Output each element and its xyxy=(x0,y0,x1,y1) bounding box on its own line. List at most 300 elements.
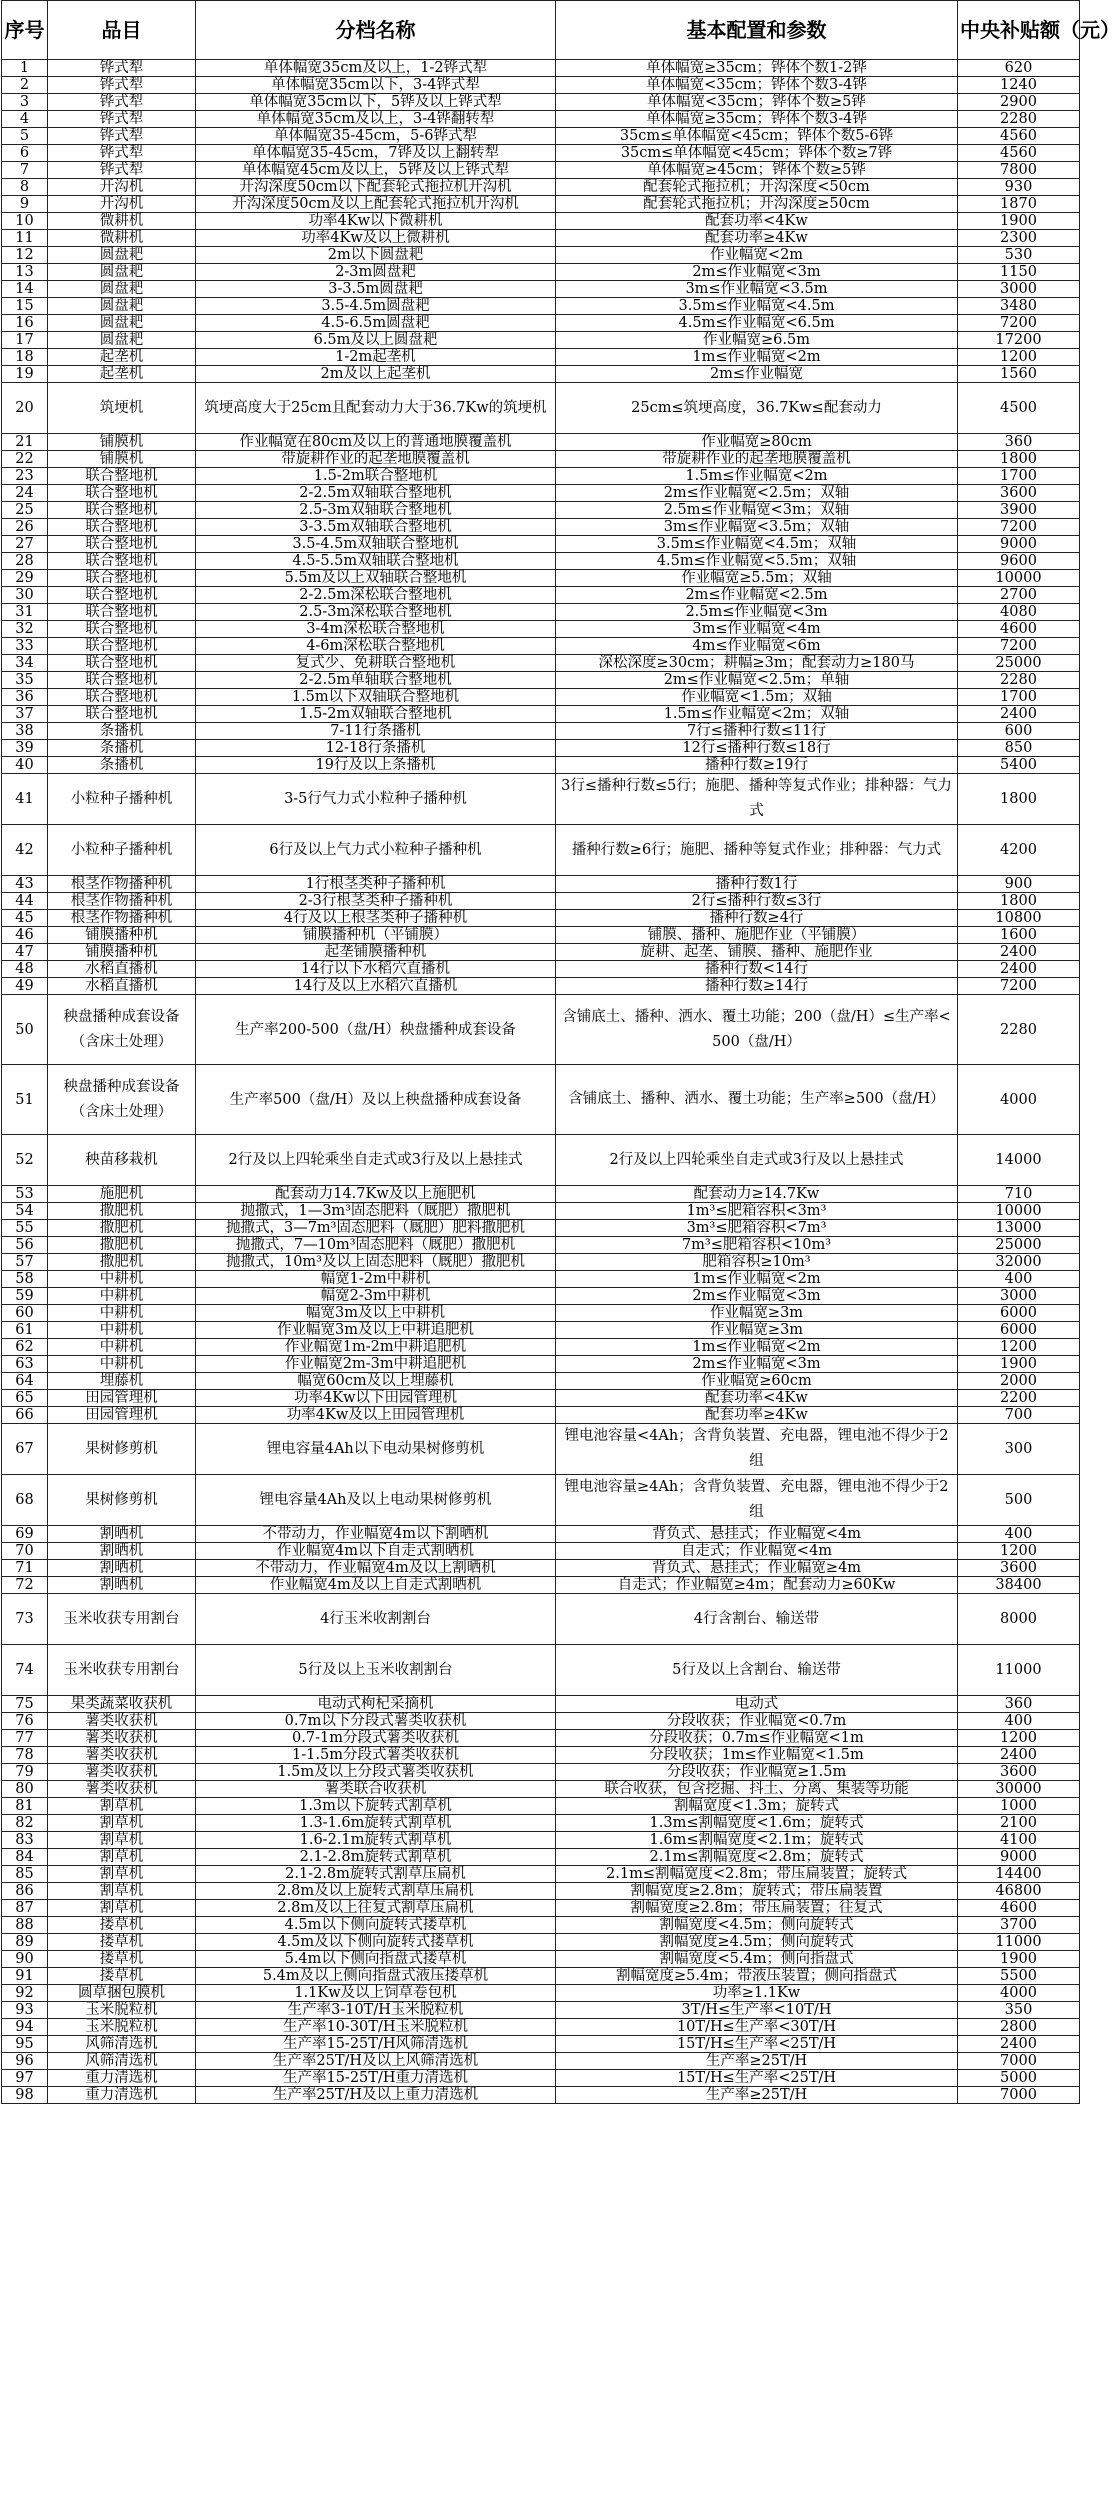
header-no: 序号 xyxy=(2,1,48,60)
row-item: 联合整地机 xyxy=(48,638,196,655)
row-item: 撒肥机 xyxy=(48,1254,196,1271)
row-spec: 作业幅宽≥3m xyxy=(556,1305,958,1322)
row-spec: 自走式；作业幅宽≥4m；配套动力≥60Kw xyxy=(556,1577,958,1594)
table-row xyxy=(2,128,1080,145)
row-no: 35 xyxy=(2,672,48,689)
row-spec: 作业幅宽≥80cm xyxy=(556,434,958,451)
row-subsidy: 7200 xyxy=(958,638,1080,655)
table-row xyxy=(2,2019,1080,2036)
table-row xyxy=(2,1065,1080,1135)
row-tier: 锂电容量4Ah及以上电动果树修剪机 xyxy=(196,1475,556,1526)
table-row xyxy=(2,723,1080,740)
row-item: 割草机 xyxy=(48,1866,196,1883)
row-no: 76 xyxy=(2,1713,48,1730)
row-spec: 2.5m≤作业幅宽<3m；双轴 xyxy=(556,502,958,519)
row-spec: 12行≤播种行数≤18行 xyxy=(556,740,958,757)
row-tier: 2.5-3m双轴联合整地机 xyxy=(196,502,556,519)
row-no: 94 xyxy=(2,2019,48,2036)
table-row xyxy=(2,502,1080,519)
row-subsidy: 530 xyxy=(958,247,1080,264)
row-item: 圆盘耙 xyxy=(48,264,196,281)
row-spec: 1.5m≤作业幅宽<2m；双轴 xyxy=(556,706,958,723)
row-subsidy: 5400 xyxy=(958,757,1080,774)
row-spec: 单体幅宽<35cm；铧体个数≥5铧 xyxy=(556,94,958,111)
row-spec: 1m≤作业幅宽<2m xyxy=(556,1339,958,1356)
row-spec: 3.5m≤作业幅宽<4.5m；双轴 xyxy=(556,536,958,553)
row-subsidy: 1870 xyxy=(958,196,1080,213)
row-tier: 3-3.5m圆盘耙 xyxy=(196,281,556,298)
row-subsidy: 38400 xyxy=(958,1577,1080,1594)
row-subsidy: 400 xyxy=(958,1271,1080,1288)
row-tier: 7-11行条播机 xyxy=(196,723,556,740)
row-subsidy: 400 xyxy=(958,1713,1080,1730)
table-row xyxy=(2,2036,1080,2053)
row-spec: 单体幅宽≥45cm；铧体个数≥5铧 xyxy=(556,162,958,179)
row-subsidy: 360 xyxy=(958,1696,1080,1713)
row-subsidy: 2400 xyxy=(958,2036,1080,2053)
row-no: 77 xyxy=(2,1730,48,1747)
row-item: 薯类收获机 xyxy=(48,1713,196,1730)
row-subsidy: 1800 xyxy=(958,893,1080,910)
table-row xyxy=(2,2053,1080,2070)
row-item: 圆盘耙 xyxy=(48,315,196,332)
table-row xyxy=(2,230,1080,247)
row-tier: 抛撒式，3—7m³固态肥料（厩肥）肥料撒肥机 xyxy=(196,1220,556,1237)
row-spec: 作业幅宽<1.5m；双轴 xyxy=(556,689,958,706)
row-subsidy: 600 xyxy=(958,723,1080,740)
table-row xyxy=(2,1560,1080,1577)
row-subsidy: 1700 xyxy=(958,468,1080,485)
row-no: 47 xyxy=(2,944,48,961)
row-item: 撒肥机 xyxy=(48,1203,196,1220)
row-item: 根茎作物播种机 xyxy=(48,893,196,910)
row-subsidy: 7200 xyxy=(958,315,1080,332)
row-tier: 功率4Kw以下田园管理机 xyxy=(196,1390,556,1407)
header-tier: 分档名称 xyxy=(196,1,556,60)
row-subsidy: 11000 xyxy=(958,1645,1080,1696)
row-spec: 5行及以上含割台、输送带 xyxy=(556,1645,958,1696)
row-tier: 生产率200-500（盘/H）秧盘播种成套设备 xyxy=(196,995,556,1065)
row-tier: 生产率10-30T/H玉米脱粒机 xyxy=(196,2019,556,2036)
row-subsidy: 4560 xyxy=(958,145,1080,162)
table-row xyxy=(2,298,1080,315)
row-subsidy: 850 xyxy=(958,740,1080,757)
row-spec: 肥箱容积≥10m³ xyxy=(556,1254,958,1271)
row-spec: 2m≤作业幅宽<3m xyxy=(556,264,958,281)
row-spec: 3m≤作业幅宽<3.5m xyxy=(556,281,958,298)
table-row xyxy=(2,1322,1080,1339)
row-tier: 生产率500（盘/H）及以上秧盘播种成套设备 xyxy=(196,1065,556,1135)
table-row xyxy=(2,774,1080,825)
row-no: 85 xyxy=(2,1866,48,1883)
row-item: 联合整地机 xyxy=(48,621,196,638)
row-spec: 3.5m≤作业幅宽<4.5m xyxy=(556,298,958,315)
row-no: 31 xyxy=(2,604,48,621)
row-spec: 作业幅宽≥3m xyxy=(556,1322,958,1339)
row-spec: 2.5m≤作业幅宽<3m xyxy=(556,604,958,621)
row-tier: 单体幅宽35cm及以上，3-4铧翻转犁 xyxy=(196,111,556,128)
table-row xyxy=(2,1917,1080,1934)
row-tier: 1-2m起垄机 xyxy=(196,349,556,366)
table-row xyxy=(2,1135,1080,1186)
row-no: 20 xyxy=(2,383,48,434)
row-spec: 电动式 xyxy=(556,1696,958,1713)
header-spec: 基本配置和参数 xyxy=(556,1,958,60)
row-subsidy: 17200 xyxy=(958,332,1080,349)
table-row xyxy=(2,213,1080,230)
row-subsidy: 360 xyxy=(958,434,1080,451)
row-tier: 2-2.5m双轴联合整地机 xyxy=(196,485,556,502)
row-no: 16 xyxy=(2,315,48,332)
row-spec: 分段收获；1m≤作业幅宽<1.5m xyxy=(556,1747,958,1764)
row-tier: 3.5-4.5m双轴联合整地机 xyxy=(196,536,556,553)
row-subsidy: 46800 xyxy=(958,1883,1080,1900)
row-tier: 功率4Kw以下微耕机 xyxy=(196,213,556,230)
row-no: 10 xyxy=(2,213,48,230)
row-tier: 4行及以上根茎类种子播种机 xyxy=(196,910,556,927)
row-spec: 35cm≤单体幅宽<45cm；铧体个数5-6铧 xyxy=(556,128,958,145)
row-no: 84 xyxy=(2,1849,48,1866)
row-no: 66 xyxy=(2,1407,48,1424)
table-row xyxy=(2,434,1080,451)
table-row xyxy=(2,1645,1080,1696)
row-spec: 割幅宽度≥2.8m；带压扁装置；往复式 xyxy=(556,1900,958,1917)
row-item: 重力清选机 xyxy=(48,2087,196,2104)
row-tier: 单体幅宽35cm以下，5铧及以上铧式犁 xyxy=(196,94,556,111)
row-item: 联合整地机 xyxy=(48,485,196,502)
table-row xyxy=(2,1424,1080,1475)
row-spec: 联合收获，包含挖掘、抖土、分离、集装等功能 xyxy=(556,1781,958,1798)
row-tier: 4.5-6.5m圆盘耙 xyxy=(196,315,556,332)
row-no: 65 xyxy=(2,1390,48,1407)
row-tier: 抛撒式，10m³及以上固态肥料（厩肥）撒肥机 xyxy=(196,1254,556,1271)
table-row xyxy=(2,332,1080,349)
table-row xyxy=(2,1220,1080,1237)
row-spec: 1m≤作业幅宽<2m xyxy=(556,1271,958,1288)
row-no: 6 xyxy=(2,145,48,162)
row-subsidy: 10000 xyxy=(958,570,1080,587)
row-tier: 单体幅宽45cm及以上，5铧及以上铧式犁 xyxy=(196,162,556,179)
row-spec: 2行及以上四轮乘坐自走式或3行及以上悬挂式 xyxy=(556,1135,958,1186)
row-subsidy: 10000 xyxy=(958,1203,1080,1220)
table-row xyxy=(2,1186,1080,1203)
row-tier: 2-3行根茎类种子播种机 xyxy=(196,893,556,910)
table-row xyxy=(2,1203,1080,1220)
table-row xyxy=(2,1934,1080,1951)
row-tier: 1.5m及以上分段式薯类收获机 xyxy=(196,1764,556,1781)
row-subsidy: 500 xyxy=(958,1475,1080,1526)
row-spec: 配套功率<4Kw xyxy=(556,1390,958,1407)
row-spec: 旋耕、起垄、铺膜、播种、施肥作业 xyxy=(556,944,958,961)
row-subsidy: 1200 xyxy=(958,1543,1080,1560)
row-spec: 15T/H≤生产率<25T/H xyxy=(556,2036,958,2053)
row-item: 圆盘耙 xyxy=(48,298,196,315)
row-spec: 4行含割台、输送带 xyxy=(556,1594,958,1645)
row-no: 87 xyxy=(2,1900,48,1917)
row-tier: 1.5-2m双轴联合整地机 xyxy=(196,706,556,723)
row-subsidy: 1900 xyxy=(958,1356,1080,1373)
row-spec: 配套动力≥14.7Kw xyxy=(556,1186,958,1203)
row-tier: 4.5m以下侧向旋转式搂草机 xyxy=(196,1917,556,1934)
row-subsidy: 5000 xyxy=(958,2070,1080,2087)
row-no: 29 xyxy=(2,570,48,587)
table-row xyxy=(2,1594,1080,1645)
table-row xyxy=(2,1951,1080,1968)
row-spec: 配套轮式拖拉机；开沟深度<50cm xyxy=(556,179,958,196)
row-spec: 割幅宽度<5.4m；侧向指盘式 xyxy=(556,1951,958,1968)
row-spec: 配套轮式拖拉机；开沟深度≥50cm xyxy=(556,196,958,213)
row-spec: 1.6m≤割幅宽度<2.1m；旋转式 xyxy=(556,1832,958,1849)
table-row xyxy=(2,893,1080,910)
row-tier: 薯类联合收获机 xyxy=(196,1781,556,1798)
row-item: 联合整地机 xyxy=(48,468,196,485)
row-no: 72 xyxy=(2,1577,48,1594)
table-row xyxy=(2,672,1080,689)
row-item: 中耕机 xyxy=(48,1339,196,1356)
row-item: 起垄机 xyxy=(48,366,196,383)
table-row xyxy=(2,689,1080,706)
row-item: 铧式犁 xyxy=(48,77,196,94)
row-no: 58 xyxy=(2,1271,48,1288)
row-no: 23 xyxy=(2,468,48,485)
row-spec: 背负式、悬挂式；作业幅宽<4m xyxy=(556,1526,958,1543)
row-no: 33 xyxy=(2,638,48,655)
table-row xyxy=(2,1985,1080,2002)
row-item: 中耕机 xyxy=(48,1288,196,1305)
row-subsidy: 7800 xyxy=(958,162,1080,179)
row-item: 搂草机 xyxy=(48,1934,196,1951)
row-subsidy: 14000 xyxy=(958,1135,1080,1186)
row-tier: 3-3.5m双轴联合整地机 xyxy=(196,519,556,536)
table-row xyxy=(2,825,1080,876)
row-tier: 带旋耕作业的起垄地膜覆盖机 xyxy=(196,451,556,468)
row-item: 联合整地机 xyxy=(48,553,196,570)
row-spec: 作业幅宽<2m xyxy=(556,247,958,264)
table-row xyxy=(2,1832,1080,1849)
row-spec: 含铺底土、播种、洒水、覆土功能；200（盘/H）≤生产率<500（盘/H） xyxy=(556,995,958,1065)
row-spec: 35cm≤单体幅宽<45cm；铧体个数≥7铧 xyxy=(556,145,958,162)
row-item: 玉米脱粒机 xyxy=(48,2019,196,2036)
row-subsidy: 6000 xyxy=(958,1322,1080,1339)
row-item: 田园管理机 xyxy=(48,1390,196,1407)
row-no: 13 xyxy=(2,264,48,281)
row-item: 割草机 xyxy=(48,1883,196,1900)
row-item: 割草机 xyxy=(48,1815,196,1832)
row-spec: 2m≤作业幅宽<2.5m xyxy=(556,587,958,604)
row-no: 67 xyxy=(2,1424,48,1475)
row-subsidy: 3600 xyxy=(958,485,1080,502)
table-row xyxy=(2,1968,1080,1985)
row-item: 联合整地机 xyxy=(48,536,196,553)
row-spec: 播种行数≥14行 xyxy=(556,978,958,995)
table-row xyxy=(2,1696,1080,1713)
row-item: 联合整地机 xyxy=(48,672,196,689)
row-no: 27 xyxy=(2,536,48,553)
row-no: 89 xyxy=(2,1934,48,1951)
row-tier: 2-3m圆盘耙 xyxy=(196,264,556,281)
table-body xyxy=(2,60,1080,2104)
row-item: 果树修剪机 xyxy=(48,1424,196,1475)
table-row xyxy=(2,740,1080,757)
row-subsidy: 2280 xyxy=(958,111,1080,128)
row-subsidy: 2200 xyxy=(958,1390,1080,1407)
row-subsidy: 710 xyxy=(958,1186,1080,1203)
row-no: 5 xyxy=(2,128,48,145)
row-tier: 1.3m以下旋转式割草机 xyxy=(196,1798,556,1815)
row-spec: 背负式、悬挂式；作业幅宽≥4m xyxy=(556,1560,958,1577)
row-subsidy: 930 xyxy=(958,179,1080,196)
row-no: 36 xyxy=(2,689,48,706)
row-no: 59 xyxy=(2,1288,48,1305)
row-spec: 2m≤作业幅宽<2.5m；双轴 xyxy=(556,485,958,502)
table-row xyxy=(2,995,1080,1065)
row-item: 铧式犁 xyxy=(48,162,196,179)
row-no: 80 xyxy=(2,1781,48,1798)
row-no: 95 xyxy=(2,2036,48,2053)
row-subsidy: 350 xyxy=(958,2002,1080,2019)
row-no: 75 xyxy=(2,1696,48,1713)
row-item: 中耕机 xyxy=(48,1271,196,1288)
row-tier: 14行及以上水稻穴直播机 xyxy=(196,978,556,995)
row-no: 62 xyxy=(2,1339,48,1356)
row-no: 52 xyxy=(2,1135,48,1186)
row-item: 圆草捆包膜机 xyxy=(48,1985,196,2002)
row-tier: 2行及以上四轮乘坐自走式或3行及以上悬挂式 xyxy=(196,1135,556,1186)
row-no: 21 xyxy=(2,434,48,451)
table-row xyxy=(2,1543,1080,1560)
row-tier: 5.4m及以上侧向指盘式液压搂草机 xyxy=(196,1968,556,1985)
table-row xyxy=(2,162,1080,179)
row-tier: 开沟深度50cm以下配套轮式拖拉机开沟机 xyxy=(196,179,556,196)
row-spec: 2行≤播种行数≤3行 xyxy=(556,893,958,910)
row-no: 11 xyxy=(2,230,48,247)
row-tier: 6.5m及以上圆盘耙 xyxy=(196,332,556,349)
table-row xyxy=(2,1305,1080,1322)
row-no: 57 xyxy=(2,1254,48,1271)
row-tier: 配套动力14.7Kw及以上施肥机 xyxy=(196,1186,556,1203)
row-subsidy: 10800 xyxy=(958,910,1080,927)
row-item: 根茎作物播种机 xyxy=(48,876,196,893)
row-subsidy: 2900 xyxy=(958,94,1080,111)
row-subsidy: 6000 xyxy=(958,1305,1080,1322)
row-subsidy: 3900 xyxy=(958,502,1080,519)
row-spec: 配套功率<4Kw xyxy=(556,213,958,230)
table-row xyxy=(2,1390,1080,1407)
row-item: 开沟机 xyxy=(48,179,196,196)
row-item: 圆盘耙 xyxy=(48,247,196,264)
row-tier: 作业幅宽4m以下自走式割晒机 xyxy=(196,1543,556,1560)
row-item: 开沟机 xyxy=(48,196,196,213)
row-item: 小粒种子播种机 xyxy=(48,825,196,876)
table-row xyxy=(2,1271,1080,1288)
row-item: 圆盘耙 xyxy=(48,281,196,298)
row-spec: 作业幅宽≥60cm xyxy=(556,1373,958,1390)
table-row xyxy=(2,2002,1080,2019)
row-no: 63 xyxy=(2,1356,48,1373)
row-item: 撒肥机 xyxy=(48,1220,196,1237)
row-tier: 4.5-5.5m双轴联合整地机 xyxy=(196,553,556,570)
row-item: 搂草机 xyxy=(48,1917,196,1934)
table-row xyxy=(2,281,1080,298)
table-row xyxy=(2,349,1080,366)
row-subsidy: 1700 xyxy=(958,689,1080,706)
row-spec: 含铺底土、播种、洒水、覆土功能；生产率≥500（盘/H） xyxy=(556,1065,958,1135)
row-tier: 功率4Kw及以上微耕机 xyxy=(196,230,556,247)
row-tier: 生产率25T/H及以上风筛清选机 xyxy=(196,2053,556,2070)
row-no: 25 xyxy=(2,502,48,519)
row-subsidy: 8000 xyxy=(958,1594,1080,1645)
row-item: 水稻直播机 xyxy=(48,961,196,978)
row-tier: 4行玉米收割割台 xyxy=(196,1594,556,1645)
row-spec: 割幅宽度≥2.8m；旋转式；带压扁装置 xyxy=(556,1883,958,1900)
row-subsidy: 7200 xyxy=(958,519,1080,536)
row-spec: 生产率≥25T/H xyxy=(556,2087,958,2104)
row-tier: 不带动力，作业幅宽4m以下割晒机 xyxy=(196,1526,556,1543)
row-no: 88 xyxy=(2,1917,48,1934)
row-item: 埋藤机 xyxy=(48,1373,196,1390)
row-item: 小粒种子播种机 xyxy=(48,774,196,825)
row-item: 水稻直播机 xyxy=(48,978,196,995)
row-item: 搂草机 xyxy=(48,1968,196,1985)
row-no: 9 xyxy=(2,196,48,213)
row-subsidy: 4600 xyxy=(958,621,1080,638)
row-spec: 割幅宽度<1.3m；旋转式 xyxy=(556,1798,958,1815)
row-tier: 幅宽1-2m中耕机 xyxy=(196,1271,556,1288)
row-tier: 生产率3-10T/H玉米脱粒机 xyxy=(196,2002,556,2019)
row-item: 秧苗移栽机 xyxy=(48,1135,196,1186)
row-subsidy: 3000 xyxy=(958,1288,1080,1305)
row-spec: 铺膜、播种、施肥作业（平铺膜） xyxy=(556,927,958,944)
row-item: 薯类收获机 xyxy=(48,1730,196,1747)
table-row xyxy=(2,264,1080,281)
row-subsidy: 2280 xyxy=(958,995,1080,1065)
table-row xyxy=(2,383,1080,434)
row-item: 微耕机 xyxy=(48,213,196,230)
table-row xyxy=(2,1356,1080,1373)
row-subsidy: 1200 xyxy=(958,1339,1080,1356)
table-row xyxy=(2,366,1080,383)
row-subsidy: 1900 xyxy=(958,213,1080,230)
row-subsidy: 2800 xyxy=(958,2019,1080,2036)
row-spec: 4m≤作业幅宽<6m xyxy=(556,638,958,655)
row-no: 1 xyxy=(2,60,48,77)
row-item: 撒肥机 xyxy=(48,1237,196,1254)
row-item: 圆盘耙 xyxy=(48,332,196,349)
table-row xyxy=(2,944,1080,961)
row-subsidy: 25000 xyxy=(958,655,1080,672)
row-item: 联合整地机 xyxy=(48,570,196,587)
row-subsidy: 1800 xyxy=(958,774,1080,825)
row-no: 68 xyxy=(2,1475,48,1526)
row-item: 玉米收获专用割台 xyxy=(48,1645,196,1696)
row-tier: 作业幅宽1m-2m中耕追肥机 xyxy=(196,1339,556,1356)
row-no: 37 xyxy=(2,706,48,723)
row-tier: 铺膜播种机（平铺膜） xyxy=(196,927,556,944)
row-no: 3 xyxy=(2,94,48,111)
row-item: 秧盘播种成套设备（含床土处理） xyxy=(48,995,196,1065)
table-row xyxy=(2,1866,1080,1883)
row-no: 24 xyxy=(2,485,48,502)
row-no: 45 xyxy=(2,910,48,927)
row-no: 90 xyxy=(2,1951,48,1968)
row-subsidy: 3000 xyxy=(958,281,1080,298)
row-tier: 2.1-2.8m旋转式割草机 xyxy=(196,1849,556,1866)
row-spec: 生产率≥25T/H xyxy=(556,2053,958,2070)
row-spec: 1m³≤肥箱容积<3m³ xyxy=(556,1203,958,1220)
row-no: 43 xyxy=(2,876,48,893)
row-subsidy: 620 xyxy=(958,60,1080,77)
row-spec: 2m≤作业幅宽<3m xyxy=(556,1288,958,1305)
